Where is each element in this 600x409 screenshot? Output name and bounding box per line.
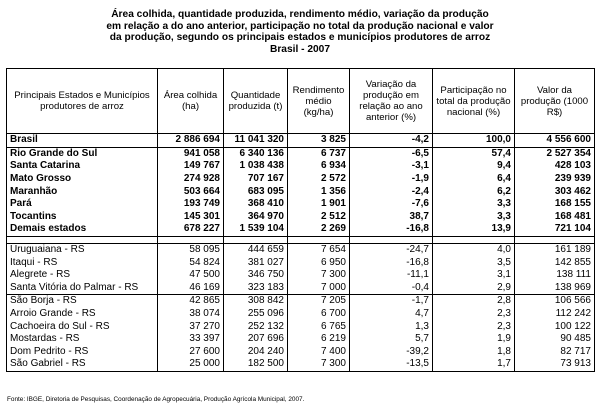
cell-value: 2 527 354	[515, 147, 595, 160]
cell-value: 13,9	[433, 223, 515, 236]
spacer-cell	[224, 236, 288, 243]
cell-value: 100 122	[515, 320, 595, 333]
row-label: São Gabriel - RS	[7, 358, 158, 371]
cell-value: 182 500	[224, 358, 288, 371]
cell-value: 112 242	[515, 308, 595, 321]
column-header: Participação no total da produção nacional (%)	[433, 69, 515, 134]
table-row	[7, 160, 595, 173]
cell-value: 308 842	[224, 295, 288, 308]
cell-value: -11,1	[350, 269, 433, 282]
row-label: Demais estados	[7, 223, 158, 236]
table-row	[7, 134, 595, 148]
cell-value: 47 500	[158, 269, 224, 282]
cell-value: 1,8	[433, 346, 515, 359]
cell-value: 82 717	[515, 346, 595, 359]
cell-value: 323 183	[224, 282, 288, 295]
header-row	[7, 69, 595, 134]
cell-value: 145 301	[158, 211, 224, 224]
cell-value: 6,4	[433, 173, 515, 186]
column-header: Principais Estados e Municípios produtores de arroz	[7, 69, 158, 134]
cell-value: 2,3	[433, 308, 515, 321]
cell-value: 2,3	[433, 320, 515, 333]
cell-value: 2 572	[288, 173, 350, 186]
cell-value: 168 155	[515, 198, 595, 211]
cell-value: 42 865	[158, 295, 224, 308]
table-title	[0, 9, 600, 55]
cell-value: 1,7	[433, 358, 515, 371]
table-row	[7, 308, 595, 321]
cell-value: -24,7	[350, 243, 433, 256]
cell-value: 3 825	[288, 134, 350, 148]
cell-value: 6 737	[288, 147, 350, 160]
spacer-cell	[7, 236, 158, 243]
table-row	[7, 358, 595, 371]
spacer-row	[7, 236, 595, 243]
spacer-cell	[350, 236, 433, 243]
row-label: Mato Grosso	[7, 173, 158, 186]
row-label: Uruguaiana - RS	[7, 243, 158, 256]
cell-value: 3,3	[433, 211, 515, 224]
cell-value: -39,2	[350, 346, 433, 359]
cell-value: 6 340 136	[224, 147, 288, 160]
cell-value: 11 041 320	[224, 134, 288, 148]
row-label: Mostardas - RS	[7, 333, 158, 346]
table-row	[7, 295, 595, 308]
title-line: da produção, segundo os principais estados e municípios produtores de arroz	[109, 32, 491, 44]
cell-value: 3,1	[433, 269, 515, 282]
row-label: Tocantins	[7, 211, 158, 224]
cell-value: 58 095	[158, 243, 224, 256]
cell-value: 1 539 104	[224, 223, 288, 236]
spacer-cell	[158, 236, 224, 243]
cell-value: 1 901	[288, 198, 350, 211]
cell-value: 46 169	[158, 282, 224, 295]
cell-value: 707 167	[224, 173, 288, 186]
cell-value: 274 928	[158, 173, 224, 186]
cell-value: 1 038 438	[224, 160, 288, 173]
table-row	[7, 243, 595, 256]
title-line: em relação a do ano anterior, participação no total da produção nacional e valor	[106, 20, 494, 32]
cell-value: 444 659	[224, 243, 288, 256]
table-row	[7, 269, 595, 282]
cell-value: 1,9	[433, 333, 515, 346]
cell-value: 7 000	[288, 282, 350, 295]
cell-value: -6,5	[350, 147, 433, 160]
table-row	[7, 282, 595, 295]
cell-value: 204 240	[224, 346, 288, 359]
cell-value: 37 270	[158, 320, 224, 333]
row-label: Arroio Grande - RS	[7, 308, 158, 321]
cell-value: 255 096	[224, 308, 288, 321]
table-row	[7, 320, 595, 333]
table-row	[7, 333, 595, 346]
row-label: Santa Catarina	[7, 160, 158, 173]
table-row	[7, 346, 595, 359]
cell-value: -1,7	[350, 295, 433, 308]
cell-value: 106 566	[515, 295, 595, 308]
cell-value: 252 132	[224, 320, 288, 333]
row-label: São Borja - RS	[7, 295, 158, 308]
cell-value: 2 512	[288, 211, 350, 224]
table-row	[7, 256, 595, 269]
cell-value: -13,5	[350, 358, 433, 371]
table-row	[7, 173, 595, 186]
cell-value: 25 000	[158, 358, 224, 371]
row-label: Itaqui - RS	[7, 256, 158, 269]
cell-value: 2,9	[433, 282, 515, 295]
cell-value: 6 700	[288, 308, 350, 321]
cell-value: 168 481	[515, 211, 595, 224]
cell-value: 503 664	[158, 185, 224, 198]
cell-value: 149 767	[158, 160, 224, 173]
table-row	[7, 147, 595, 160]
cell-value: 4 556 600	[515, 134, 595, 148]
cell-value: 721 104	[515, 223, 595, 236]
cell-value: 6 765	[288, 320, 350, 333]
row-label: Brasil	[7, 134, 158, 148]
cell-value: 33 397	[158, 333, 224, 346]
cell-value: 1 356	[288, 185, 350, 198]
cell-value: 364 970	[224, 211, 288, 224]
source-note: Fonte: IBGE, Diretoria de Pesquisas, Coordenação de Agropecuária, Produção Agrícola Municipal, 2007.	[7, 396, 305, 403]
spacer-cell	[515, 236, 595, 243]
cell-value: -16,8	[350, 256, 433, 269]
title-line: Brasil - 2007	[269, 43, 331, 55]
cell-value: -2,4	[350, 185, 433, 198]
cell-value: -4,2	[350, 134, 433, 148]
cell-value: 193 749	[158, 198, 224, 211]
table-row	[7, 211, 595, 224]
table-body	[7, 134, 595, 372]
cell-value: 678 227	[158, 223, 224, 236]
row-label: Dom Pedrito - RS	[7, 346, 158, 359]
cell-value: 6 950	[288, 256, 350, 269]
cell-value: 428 103	[515, 160, 595, 173]
cell-value: 239 939	[515, 173, 595, 186]
cell-value: 3,3	[433, 198, 515, 211]
cell-value: 7 205	[288, 295, 350, 308]
cell-value: 2 269	[288, 223, 350, 236]
cell-value: 6 219	[288, 333, 350, 346]
column-header: Rendimento médio (kg/ha)	[288, 69, 350, 134]
cell-value: 161 189	[515, 243, 595, 256]
cell-value: 941 058	[158, 147, 224, 160]
cell-value: 57,4	[433, 147, 515, 160]
cell-value: 142 855	[515, 256, 595, 269]
cell-value: 303 462	[515, 185, 595, 198]
cell-value: 6 934	[288, 160, 350, 173]
cell-value: -1,9	[350, 173, 433, 186]
cell-value: 381 027	[224, 256, 288, 269]
cell-value: 7 300	[288, 358, 350, 371]
cell-value: 7 400	[288, 346, 350, 359]
cell-value: 2 886 694	[158, 134, 224, 148]
column-header: Variação da produção em relação ao ano anterior (%)	[350, 69, 433, 134]
cell-value: 683 095	[224, 185, 288, 198]
cell-value: 6,2	[433, 185, 515, 198]
table-row	[7, 198, 595, 211]
cell-value: 7 654	[288, 243, 350, 256]
cell-value: -0,4	[350, 282, 433, 295]
cell-value: 5,7	[350, 333, 433, 346]
column-header: Valor da produção (1000 R$)	[515, 69, 595, 134]
rice-production-table	[6, 68, 595, 372]
row-label: Pará	[7, 198, 158, 211]
cell-value: -7,6	[350, 198, 433, 211]
cell-value: 73 913	[515, 358, 595, 371]
cell-value: 207 696	[224, 333, 288, 346]
cell-value: 4,0	[433, 243, 515, 256]
spacer-cell	[433, 236, 515, 243]
row-label: Santa Vitória do Palmar - RS	[7, 282, 158, 295]
column-header: Área colhida (ha)	[158, 69, 224, 134]
cell-value: 3,5	[433, 256, 515, 269]
row-label: Cachoeira do Sul - RS	[7, 320, 158, 333]
cell-value: 100,0	[433, 134, 515, 148]
row-label: Rio Grande do Sul	[7, 147, 158, 160]
cell-value: 9,4	[433, 160, 515, 173]
cell-value: 368 410	[224, 198, 288, 211]
row-label: Alegrete - RS	[7, 269, 158, 282]
column-header: Quantidade produzida (t)	[224, 69, 288, 134]
cell-value: 138 969	[515, 282, 595, 295]
cell-value: 54 824	[158, 256, 224, 269]
row-label: Maranhão	[7, 185, 158, 198]
cell-value: 4,7	[350, 308, 433, 321]
cell-value: 1,3	[350, 320, 433, 333]
cell-value: 346 750	[224, 269, 288, 282]
cell-value: 7 300	[288, 269, 350, 282]
cell-value: 2,8	[433, 295, 515, 308]
table-row	[7, 223, 595, 236]
table-row	[7, 185, 595, 198]
title-line: Área colhida, quantidade produzida, rendimento médio, variação da produção	[111, 9, 489, 20]
spacer-cell	[288, 236, 350, 243]
cell-value: -3,1	[350, 160, 433, 173]
cell-value: 27 600	[158, 346, 224, 359]
cell-value: 38 074	[158, 308, 224, 321]
cell-value: 38,7	[350, 211, 433, 224]
cell-value: 90 485	[515, 333, 595, 346]
cell-value: 138 111	[515, 269, 595, 282]
cell-value: -16,8	[350, 223, 433, 236]
